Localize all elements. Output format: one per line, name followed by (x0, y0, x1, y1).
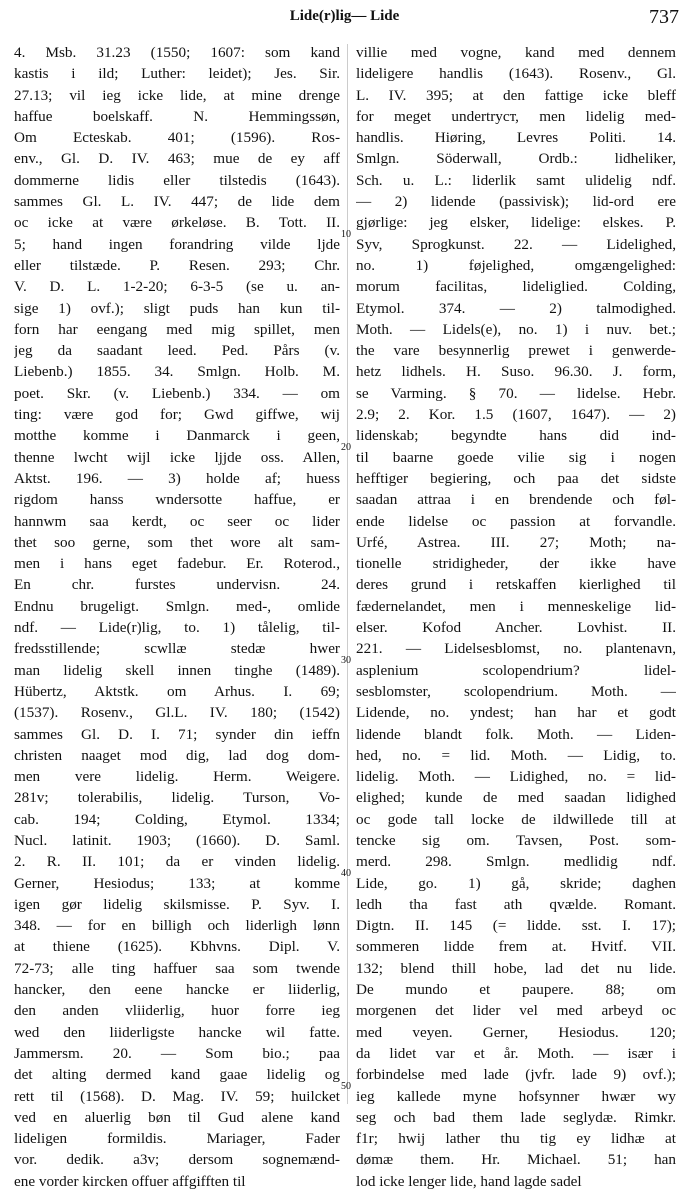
text-line: igen gør lidelig skilsmisse. P. Syv. I. (14, 895, 340, 913)
text-line: asplenium scolopendrium? lidel- (356, 661, 676, 679)
text-line: thenne lwcht wijl icke ljjde oss. Allen, (14, 448, 340, 466)
text-line: env., Gl. D. IV. 463; mue de ey aff (14, 150, 340, 168)
text-line: hetz lidhels. H. Suso. 96.30. J. form, (356, 363, 676, 381)
text-line: sommeren lidde frem at. Hvitf. VII. (356, 938, 676, 956)
text-line: forbindelse med lade (jvfr. lade 9) ovf.); (356, 1066, 676, 1084)
text-line: Lidende, no. yndest; han har et godt (356, 704, 676, 722)
text-line: Syv, Sprogkunst. 22. — Lidelighed, (356, 235, 676, 253)
text-line: En chr. furstes undervisn. 24. (14, 576, 340, 594)
text-line: lidenskab; begyndte hans did ind- (356, 427, 676, 445)
text-line: det alting dermed kand gaae lidelig og (14, 1066, 340, 1084)
text-line: 2.9; 2. Kor. 1.5 (1607, 1647). — 2) (356, 406, 676, 424)
text-line: Hübertz, Aktstk. om Arhus. I. 69; (14, 682, 340, 700)
text-line: handlis. Hiøring, Levres Politi. 14. (356, 129, 676, 147)
text-line: Sch. u. L.: liderlik samt ulidelig ndf. (356, 171, 676, 189)
text-line: tencke sig om. Tavsen, Post. som- (356, 831, 676, 849)
text-line: eller tilstæde. P. Resen. 293; Chr. (14, 256, 340, 274)
text-line: ndf. — Lide(r)lig, to. 1) tålelig, til- (14, 619, 340, 637)
text-line: hancker, den eene hancke er liiderlig, (14, 981, 340, 999)
text-line: lod icke lenger lide, hand lagde sadel (356, 1172, 582, 1190)
text-line: jeg da saadant leed. Ped. Pårs (v. (14, 342, 340, 360)
text-line: hefftiger begiering, och paa det sidste (356, 469, 676, 487)
text-line: rett til (1568). D. Mag. IV. 59; huilcket (14, 1087, 340, 1105)
text-line: saadan attraa i en brendende och føl- (356, 491, 676, 509)
text-line: oc gode tall locke de ildwillede till at (356, 810, 676, 828)
text-line: elighed; kunde de med saadan lidighed (356, 789, 676, 807)
text-line: sesblomster, scolopendrium. Moth. — (356, 682, 676, 700)
text-line: lidelig. Moth. — Lidighed, no. = lid- (356, 768, 676, 786)
text-line: poet. Skr. (v. Liebenb.) 334. — om (14, 384, 340, 402)
text-line: den anden vliiderlig, huor forre ieg (14, 1002, 340, 1020)
line-number-20: 20 (341, 442, 351, 453)
text-line: Gerner, Hesiodus; 133; at komme (14, 874, 340, 892)
text-line: dømæ them. Hr. Michael. 51; han (356, 1151, 676, 1169)
line-number-50: 50 (341, 1081, 351, 1092)
text-line: morum facilitas, lideliglied. Colding, (356, 278, 676, 296)
text-line: hannwm saa kerdt, oc seer oc lider (14, 512, 340, 530)
running-head: Lide(r)lig— Lide (289, 8, 400, 24)
text-line: Smlgn. Söderwall, Ordb.: lidheliker, (356, 150, 676, 168)
text-line: men i hans eget fadebur. Er. Roterod., (14, 555, 340, 573)
text-line: da lidet var et år. Moth. — især i (356, 1044, 676, 1062)
text-line: se Varming. § 70. — lidelse. Hebr. (356, 384, 676, 402)
text-line: the vare besynnerlig prewet i genwerde- (356, 342, 676, 360)
text-line: men vere lidelig. Herm. Weigere. (14, 768, 340, 786)
text-line: V. D. L. 1-2-20; 6-3-5 (se u. an- (14, 278, 340, 296)
text-line: ting: være god for; Gwd giffwe, wij (14, 406, 340, 424)
left-column (14, 42, 340, 1192)
text-line: f1r; hwij lather thu tig ey lidhæ at (356, 1130, 676, 1148)
text-line: Endnu brugeligt. Smlgn. med-, omlide (14, 597, 340, 615)
text-line: 132; blend thill hobe, lad det nu lide. (356, 959, 676, 977)
text-line: morgenen det lider vel med arbeyd oc (356, 1002, 676, 1020)
text-line: rigdom hanss wndersotte haffue, er (14, 491, 340, 509)
right-column (356, 42, 676, 1192)
line-number-40: 40 (341, 868, 351, 879)
text-line: med veyen. Gerner, Hesiodus. 120; (356, 1023, 676, 1041)
text-line: 348. — for en billigh och liderligh lønn (14, 917, 340, 935)
text-line: deres grund i retskaffen kierlighed til (356, 576, 676, 594)
text-line: Digtn. II. 145 (= lidde. sst. I. 17); (356, 917, 676, 935)
text-line: thet soo gerne, som thet wore alt sam- (14, 533, 340, 551)
text-line: 5; hand ingen forandring vilde ljde (14, 235, 340, 253)
text-line: elser. Kofod Ancher. Lovhist. II. (356, 619, 676, 637)
text-line: cab. 194; Colding, Etymol. 1334; (14, 810, 340, 828)
text-line: sige 1) ovf.); sligt puds han kun til- (14, 299, 340, 317)
text-line: Etymol. 374. — 2) talmodighed. (356, 299, 676, 317)
text-line: lidende blandt folk. Moth. — Liden- (356, 725, 676, 743)
text-line: villie med vogne, kand med dennem (356, 44, 676, 61)
text-line: dommerne lidis eller tilstedis (1643). (14, 171, 340, 189)
text-line: christen naaget mod dig, lad dog dom- (14, 746, 340, 764)
text-line: Nucl. latinit. 1903; (1660). D. Saml. (14, 831, 340, 849)
text-line: ledh tha fast ath qvælde. Romant. (356, 895, 676, 913)
text-line: fædernelandet, men i menneskelige lid- (356, 597, 676, 615)
text-line: man lidelig skell innen tinghe (1489). (14, 661, 340, 679)
text-line: no. 1) føjelighed, omgængelighed: (356, 256, 676, 274)
text-line: merd. 298. Smlgn. medlidig ndf. (356, 853, 676, 871)
text-line: oc icke at være ørkeløse. B. Tott. II. (14, 214, 340, 232)
text-line: motthe komme i Danmarck i geen, (14, 427, 340, 445)
page-header (0, 0, 689, 34)
text-line: Urfé, Astrea. III. 27; Moth; na- (356, 533, 676, 551)
text-line: 2. R. II. 101; da er vinden lidelig. (14, 853, 340, 871)
text-line: sammes Gl. L. IV. 447; de lide dem (14, 193, 340, 211)
text-line: Moth. — Lidels(e), no. 1) i nuv. bet.; (356, 320, 676, 338)
text-line: Lide, go. 1) gå, skride; daghen (356, 874, 676, 892)
text-line: 221. — Lidelsesblomst, no. plantenavn, (356, 640, 676, 658)
text-line: ieg kallede myne hofsynner hwær wy (356, 1087, 676, 1105)
page-number: 737 (649, 6, 679, 28)
text-line: hed, no. = lid. Moth. — Lidig, to. (356, 746, 676, 764)
text-line: ende lidelse oc passion at forvandle. (356, 512, 676, 530)
text-line: Jammersm. 20. — Som bio.; paa (14, 1044, 340, 1062)
text-line: vor. dedik. a3v; dersom sognemænd- (14, 1151, 340, 1169)
text-line: tionelle stridigheder, der ikke have (356, 555, 676, 573)
text-line: Aktst. 196. — 3) holde af; huess (14, 469, 340, 487)
text-line: fredsstillende; scwllæ stedæ hwer (14, 640, 340, 658)
text-line: Om Ecteskab. 401; (1596). Ros- (14, 129, 340, 147)
text-line: (1537). Rosenv., Gl.L. IV. 180; (1542) (14, 704, 340, 722)
text-line: — 2) lidende (passivisk); lid-ord ere (356, 193, 676, 211)
text-line: ene vorder kircken offuer affgifften til (14, 1172, 246, 1190)
text-line: til baarne goede vilie sig i nogen (356, 448, 676, 466)
text-line: kastis i ild; Luther: leidet); Jes. Sir. (14, 65, 340, 83)
line-number-10: 10 (341, 229, 351, 240)
text-line: wed den liiderligste hancke wil fatte. (14, 1023, 340, 1041)
text-line: at thiene (1625). Kbhvns. Dipl. V. (14, 938, 340, 956)
text-line: seg och bad them lade seglydæ. Rimkr. (356, 1108, 676, 1126)
text-line: Liebenb.) 1855. 34. Smlgn. Holb. M. (14, 363, 340, 381)
line-number-30: 30 (341, 655, 351, 666)
text-line: ved en aluerlig bøn til Gud alene kand (14, 1108, 340, 1126)
text-line: 72-73; alle ting haffuer saa som twende (14, 959, 340, 977)
text-line: forn har eengang med mig spillet, men (14, 320, 340, 338)
text-line: 27.13; vil ieg icke lide, at mine drenge (14, 86, 340, 104)
text-line: haffue boelskaff. N. Hemmingssøn, (14, 107, 340, 125)
text-line: L. IV. 395; at den fattige icke bleff (356, 86, 676, 104)
text-line: lideligere handlis (1643). Rosenv., Gl. (356, 65, 676, 83)
text-line: for meget undertrycт, men lidelig med- (356, 107, 676, 125)
column-gutter (347, 44, 348, 1104)
text-line: lideligen formildis. Mariager, Fader (14, 1130, 340, 1148)
text-line: 281v; tolerabilis, lidelig. Turson, Vo- (14, 789, 340, 807)
text-line: 4. Msb. 31.23 (1550; 1607: som kand (14, 44, 340, 61)
text-line: gjørlige: jeg elsker, lidelige: elskes. P. (356, 214, 676, 232)
text-line: De mundo et paupere. 88; om (356, 981, 676, 999)
text-line: sammes Gl. D. I. 71; synder din ieffn (14, 725, 340, 743)
